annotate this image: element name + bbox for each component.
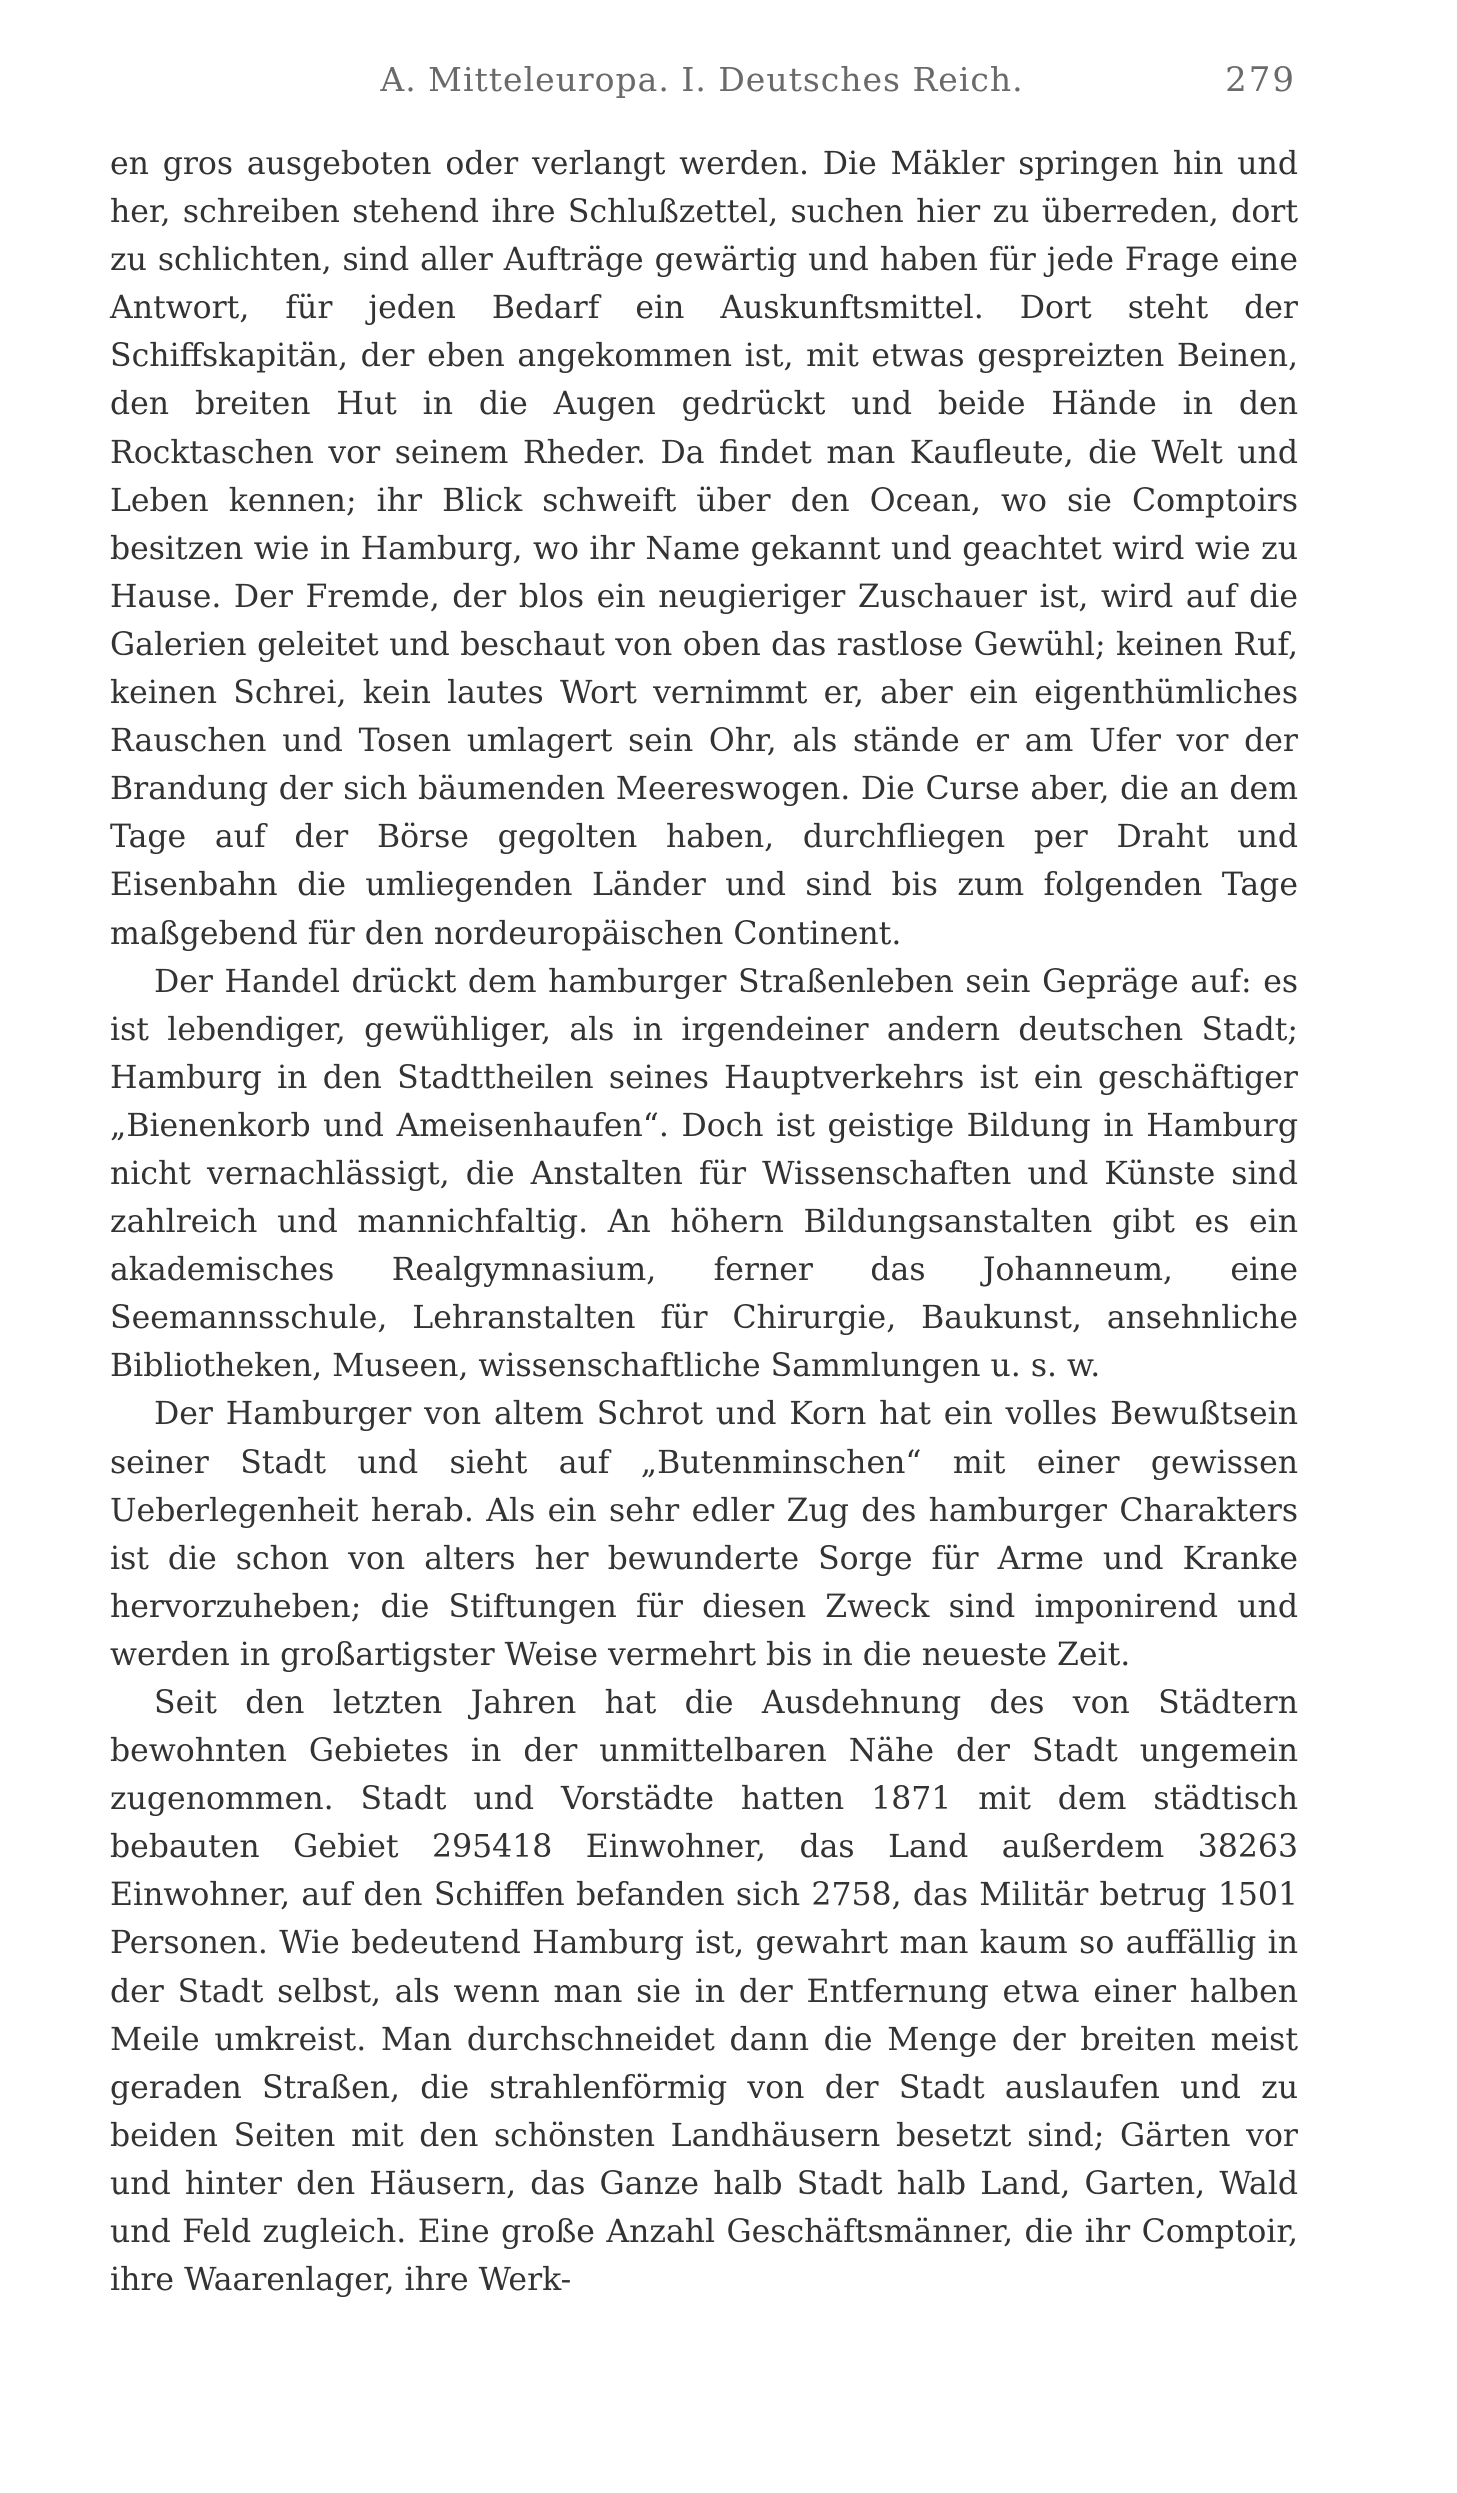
paragraph-1: en gros ausgeboten oder verlangt werden. Die Mäkler springen hin und her, schreiben stehend ihre Schlußzettel, suchen hier zu überreden, dort zu schlichten, sind aller Aufträge gewärtig und haben für jede Frage eine Antwort, für jeden Bedarf ein Auskunftsmittel. Dort steht der Schiffskapitän, der eben angekommen ist, mit etwas gespreizten Beinen, den breiten Hut in die Augen gedrückt und beide Hände in den Rocktaschen vor seinem Rheder. Da findet man Kaufleute, die Welt und Leben kennen; ihr Blick schweift über den Ocean, wo sie Comptoirs besitzen wie in Hamburg, wo ihr Name gekannt und geachtet wird wie zu Hause. Der Fremde, der blos ein neugieriger Zuschauer ist, wird auf die Galerien geleitet und beschaut von oben das rastlose Gewühl; keinen Ruf, keinen Schrei, kein lautes Wort vernimmt er, aber ein eigenthümliches Rauschen und Tosen umlagert sein Ohr, als stände er am Ufer vor der Brandung der sich bäumenden Meereswogen. Die Curse aber, die an dem Tage auf der Börse gegolten haben, durchfliegen per Draht und Eisenbahn die umliegenden Länder und sind bis zum folgenden Tage maßgebend für den nordeuropäischen Continent. xyxy=(110,146,1298,952)
paragraph-3: Der Hamburger von altem Schrot und Korn hat ein volles Bewußtsein seiner Stadt und sieht auf „Butenminschen“ mit einer gewissen Ueberlegenheit herab. Als ein sehr edler Zug des hamburger Charakters ist die schon von alters her bewunderte Sorge für Arme und Kranke hervorzuheben; die Stiftungen für diesen Zweck sind imponirend und werden in großartigster Weise vermehrt bis in die neueste Zeit. xyxy=(110,1396,1298,1673)
running-head-title: A. Mitteleuropa. I. Deutsches Reich. xyxy=(380,60,1024,99)
paragraph-2: Der Handel drückt dem hamburger Straßenleben sein Gepräge auf: es ist lebendiger, gewühliger, als in irgendeiner andern deutschen Stadt; Hamburg in den Stadttheilen seines Hauptverkehrs ist ein geschäftiger „Bienenkorb und Ameisenhaufen“. Doch ist geistige Bildung in Hamburg nicht vernachlässigt, die Anstalten für Wissenschaften und Künste sind zahlreich und mannichfaltig. An höhern Bildungsanstalten gibt es ein akademisches Realgymnasium, ferner das Johanneum, eine Seemannsschule, Lehranstalten für Chirurgie, Baukunst, ansehnliche Bibliotheken, Museen, wissenschaftliche Sammlungen u. s. w. xyxy=(110,963,1298,1385)
running-head xyxy=(108,60,1296,120)
body-text xyxy=(110,140,1298,2304)
page-number: 279 xyxy=(1225,60,1296,100)
paragraph-4: Seit den letzten Jahren hat die Ausdehnung des von Städtern bewohnten Gebietes in der unmittelbaren Nähe der Stadt ungemein zugenommen. Stadt und Vorstädte hatten 1871 mit dem städtisch bebauten Gebiet 295418 Einwohner, das Land außerdem 38263 Einwohner, auf den Schiffen befanden sich 2758, das Militär betrug 1501 Personen. Wie bedeutend Hamburg ist, gewahrt man kaum so auffällig in der Stadt selbst, als wenn man sie in der Entfernung etwa einer halben Meile umkreist. Man durchschneidet dann die Menge der breiten meist geraden Straßen, die strahlenförmig von der Stadt auslaufen und zu beiden Seiten mit den schönsten Landhäusern besetzt sind; Gärten vor und hinter den Häusern, das Ganze halb Stadt halb Land, Garten, Wald und Feld zugleich. Eine große Anzahl Geschäftsmänner, die ihr Comptoir, ihre Waarenlager, ihre Werk- xyxy=(110,1685,1298,2299)
